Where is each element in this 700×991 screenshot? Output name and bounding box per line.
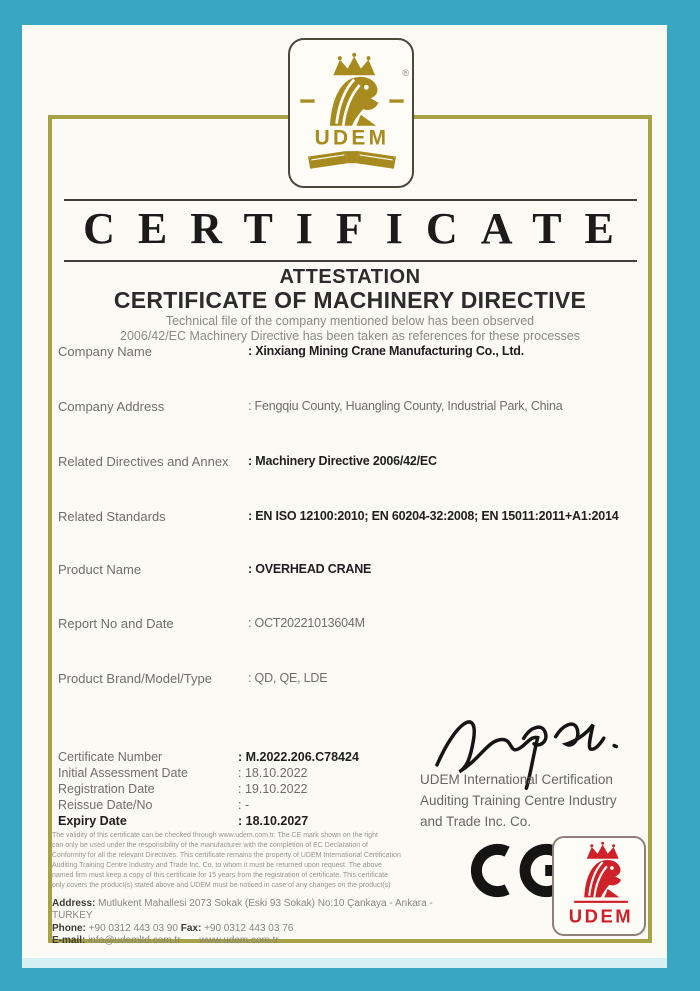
fine-print-line: Conformity for all the relevant Directives. This certificate remains the property of UDEM International Certification	[52, 851, 401, 859]
email-label: E-mail:	[52, 935, 86, 947]
field-label: Company Name	[58, 344, 152, 359]
address-line	[52, 898, 472, 923]
phone-value: +90 0312 443 03 90	[88, 922, 178, 934]
field-value: : Xinxiang Mining Crane Manufacturing Co., Ltd.	[248, 344, 525, 358]
bottom-accent-strip	[22, 958, 667, 968]
fine-print-line: can only be used under the responsibility of the manufacturer with the completion of EC Declaration of	[52, 841, 368, 849]
intro-line-1: Technical file of the company mentioned below has been observed	[165, 314, 535, 328]
email-value: info@udemltd.com.tr	[88, 935, 181, 947]
cert-value: : 18.10.2022	[238, 766, 308, 780]
fine-print	[52, 831, 444, 890]
fine-print-line: Auditing Training Centre Industry and Trade Inc. Co. to whom it must be returned upon request. The above	[52, 861, 382, 869]
udem-logo-top	[288, 38, 414, 188]
field-label: Related Directives and Annex	[58, 454, 229, 469]
title-rule-bottom	[64, 260, 637, 262]
address-value: Mutlukent Mahallesi 2073 Sokak (Eski 93 Sokak) No:10 Çankaya - Ankara - TURKEY	[52, 898, 433, 922]
udem-logo-text: UDEM	[568, 905, 634, 927]
phone-label: Phone:	[52, 922, 86, 934]
udem-logo-bottom	[552, 836, 646, 936]
field-value: : EN ISO 12100:2010; EN 60204-32:2008; EN 15011:2011+A1:2014	[248, 509, 619, 523]
field-value: : Machinery Directive 2006/42/EC	[248, 454, 437, 468]
issuer-line: UDEM International Certification	[420, 772, 613, 787]
cert-value: : 19.10.2022	[238, 782, 308, 796]
field-label: Company Address	[58, 399, 165, 414]
attestation-heading: ATTESTATION	[279, 266, 421, 288]
contact-block	[52, 898, 472, 948]
certificate-title: CERTIFICATE	[83, 204, 637, 253]
fine-print-line: only covers the product(s) stated above and UDEM must be noticed in case of any changes on the product(s)	[52, 881, 391, 889]
fax-label: Fax:	[180, 922, 202, 934]
field-label: Product Brand/Model/Type	[58, 671, 212, 686]
cert-label: Reissue Date/No	[58, 798, 153, 812]
issuer-line: Auditing Training Centre Industry	[420, 793, 617, 808]
udem-logo-text: UDEM	[314, 126, 390, 150]
issuer-line: and Trade Inc. Co.	[420, 814, 532, 829]
udem-horse-icon	[559, 842, 643, 936]
cert-label: Initial Assessment Date	[58, 766, 188, 780]
field-value: : OCT20221013604M	[248, 616, 365, 630]
field-label: Product Name	[58, 562, 142, 577]
title-rule-top	[64, 199, 637, 201]
fine-print-line: The validity of this certificate can be checked through www.udem.com.tr. The CE mark shown on the right	[52, 832, 378, 839]
website-value: www.udem.com.tr	[199, 935, 279, 947]
field-label: Report No and Date	[58, 616, 174, 631]
fine-print-line: named firm must keep a copy of this certificate for 15 years from the registration of certificate. This certificate	[52, 871, 389, 879]
cert-value: : 18.10.2027	[238, 814, 309, 828]
issuer-block	[420, 769, 650, 832]
udem-horse-icon	[297, 46, 407, 188]
cert-label: Expiry Date	[58, 814, 127, 828]
field-value: : Fengqiu County, Huangling County, Industrial Park, China	[248, 399, 563, 413]
registered-trademark-icon: ®	[402, 68, 409, 78]
field-value: : OVERHEAD CRANE	[248, 562, 372, 576]
cert-label: Registration Date	[58, 782, 155, 796]
intro-line-2: 2006/42/EC Machinery Directive has been taken as references for these processes	[120, 329, 580, 343]
cert-value: : -	[238, 798, 250, 812]
cert-label: Certificate Number	[58, 750, 163, 764]
cert-value: : M.2022.206.C78424	[238, 750, 359, 764]
email-line	[52, 935, 472, 947]
field-value: : QD, QE, LDE	[248, 671, 328, 685]
directive-heading: CERTIFICATE OF MACHINERY DIRECTIVE	[113, 287, 587, 313]
address-label: Address:	[52, 898, 96, 909]
phone-line	[52, 923, 472, 935]
fax-value: +90 0312 443 03 76	[204, 922, 294, 934]
field-label: Related Standards	[58, 509, 166, 524]
